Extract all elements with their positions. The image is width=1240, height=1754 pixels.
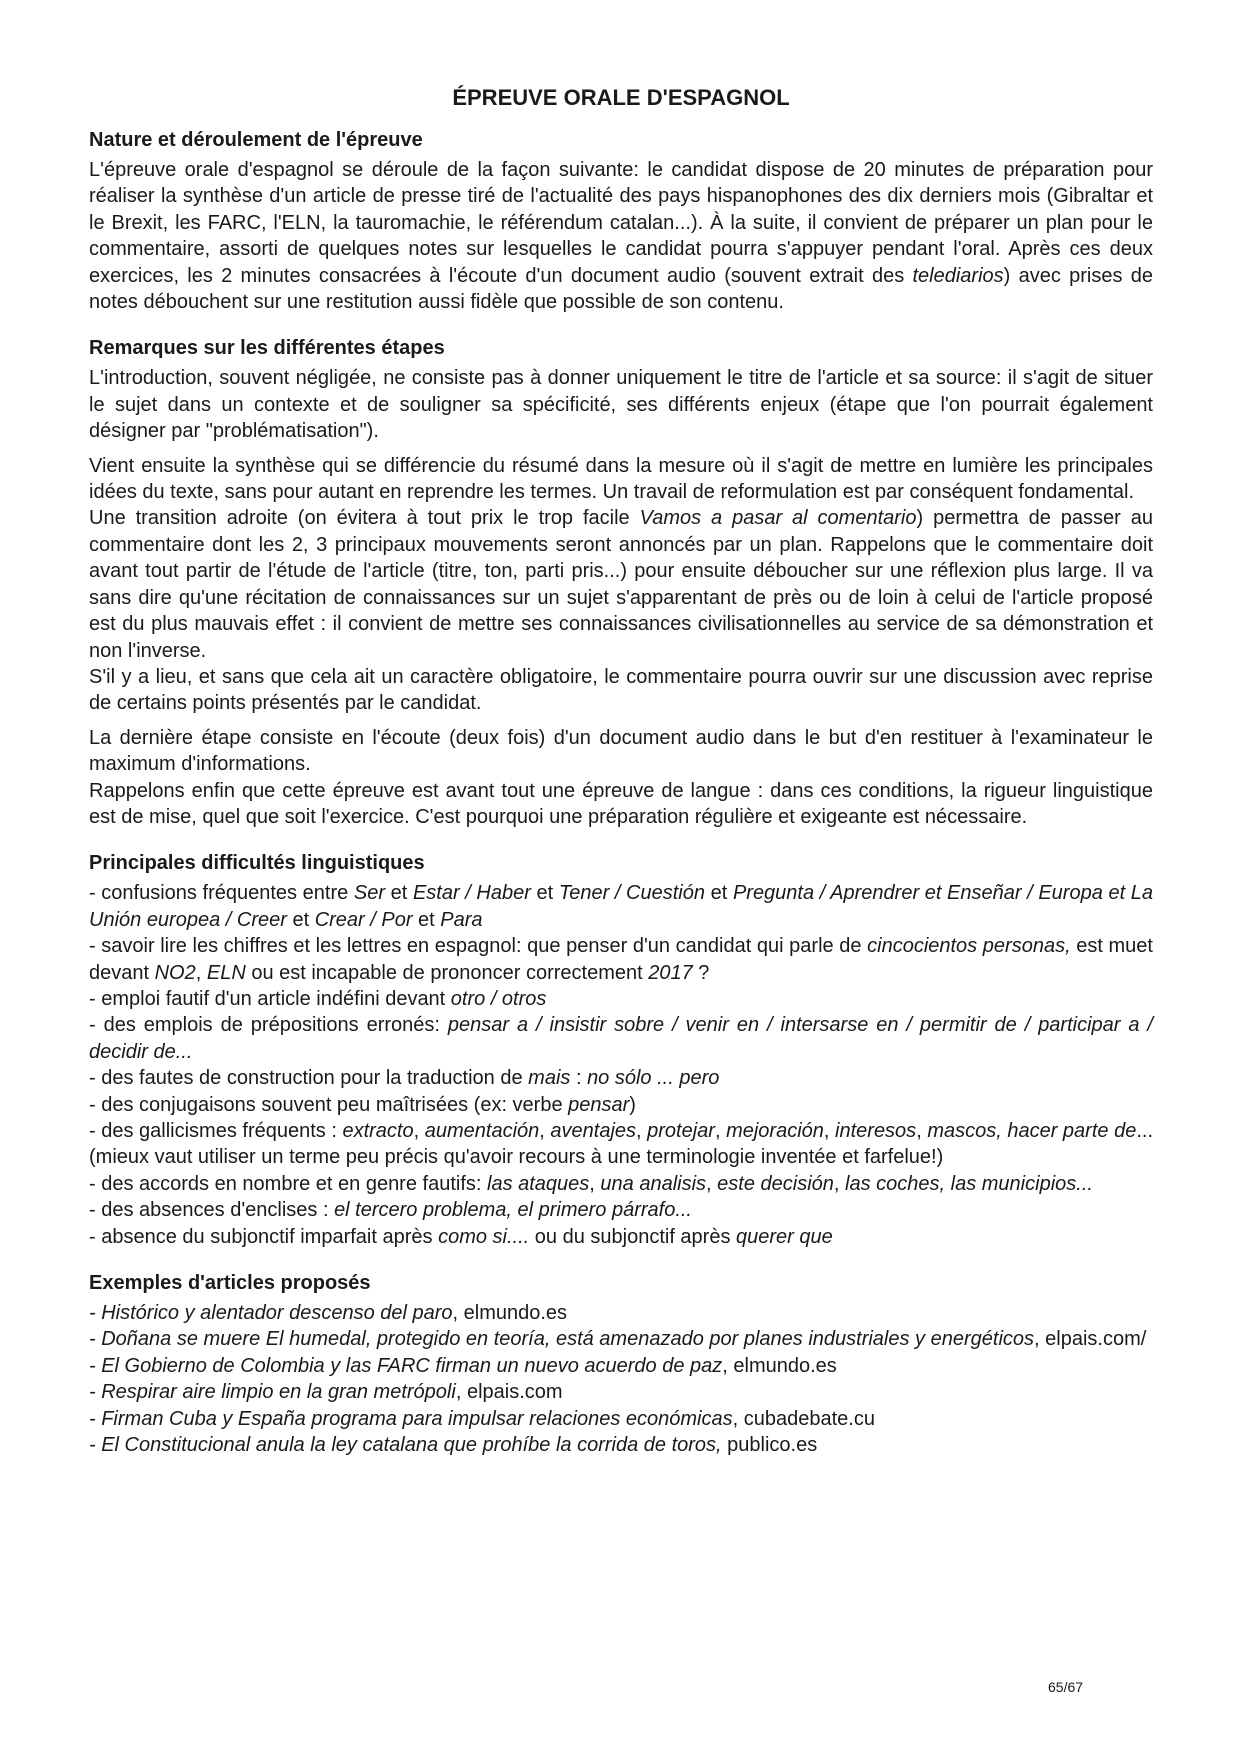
section-heading: Remarques sur les différentes étapes	[89, 337, 445, 360]
list-item: - des emplois de prépositions erronés: pensar a / insistir sobre / venir en / intersarse en / permitir de / participar a / decidir de...	[89, 1014, 1153, 1063]
document-title: ÉPREUVE ORALE D'ESPAGNOL	[452, 85, 790, 110]
list-item: - des absences d'enclises : el tercero problema, el primero párrafo...	[89, 1199, 692, 1222]
document-page	[89, 85, 1153, 1458]
paragraph: La dernière étape consiste en l'écoute (deux fois) d'un document audio dans le but d'en restituer à l'examinateur le maximum d'informations.	[89, 726, 1153, 776]
article-item: - Doñana se muere El humedal, protegido en teoría, está amenazado por planes industriales y energéticos, elpais.com/	[89, 1328, 1147, 1351]
article-item: - Firman Cuba y España programa para impulsar relaciones económicas, cubadebate.cu	[89, 1407, 875, 1430]
article-item: - El Gobierno de Colombia y las FARC firman un nuevo acuerdo de paz, elmundo.es	[89, 1354, 837, 1377]
paragraph: S'il y a lieu, et sans que cela ait un caractère obligatoire, le commentaire pourra ouvrir sur une discussion avec reprise de certains points présentés par le candidat.	[89, 665, 1153, 715]
list-item: - des gallicismes fréquents : extracto, aumentación, aventajes, protejar, mejoración, interesos, mascos, hacer parte de... (mieux vaut utiliser un terme peu précis qu'avoir recours à une terminologie inventée et farfelue!)	[89, 1120, 1153, 1169]
section-exemples	[89, 1270, 1153, 1458]
section-heading: Nature et déroulement de l'épreuve	[89, 129, 423, 151]
list-item: - des conjugaisons souvent peu maîtrisées (ex: verbe pensar)	[89, 1093, 636, 1116]
paragraph: Une transition adroite (on évitera à tout prix le trop facile Vamos a pasar al comentario) permettra de passer au commentaire dont les 2, 3 principaux mouvements seront annoncés par un plan. Rappelons que le commentaire doit avant tout partir de l'étude de l'article (titre, ton, parti pris...) pour ensuite déboucher sur une réflexion plus large. Il va sans dire qu'une récitation de connaissances sur un sujet s'apparentant de près ou de loin à celui de l'article proposé est du plus mauvais effet : il convient de mettre ses connaissances civilisationnelles au service de sa démonstration et non l'inverse.	[89, 507, 1153, 662]
paragraph: Vient ensuite la synthèse qui se différencie du résumé dans la mesure où il s'agit de mettre en lumière les principales idées du texte, sans pour autant en reprendre les termes. Un travail de reformulation est par conséquent fondamental.	[89, 454, 1153, 504]
article-item: - El Constitucional anula la ley catalana que prohíbe la corrida de toros, publico.es	[89, 1434, 818, 1457]
section-difficultes	[89, 850, 1153, 1250]
section-nature	[89, 127, 1153, 315]
list-item: - des accords en nombre et en genre fautifs: las ataques, una analisis, este decisión, las coches, las municipios...	[89, 1172, 1093, 1195]
article-item: - Respirar aire limpio en la gran metrópoli, elpais.com	[89, 1381, 563, 1404]
section-remarques	[89, 335, 1153, 830]
page-number: 65/67	[1048, 1679, 1084, 1695]
paragraph: L'introduction, souvent négligée, ne consiste pas à donner uniquement le titre de l'article et sa source: il s'agit de situer le sujet dans un contexte et de souligner sa spécificité, ses différents enjeux (étape que l'on pourrait également désigner par "problématisation").	[89, 367, 1153, 443]
list-item: - des fautes de construction pour la traduction de mais : no sólo ... pero	[89, 1067, 720, 1090]
paragraph: Rappelons enfin que cette épreuve est avant tout une épreuve de langue : dans ces conditions, la rigueur linguistique est de mise, quel que soit l'exercice. C'est pourquoi une préparation régulière et exigeante est nécessaire.	[89, 779, 1153, 828]
section-heading: Principales difficultés linguistiques	[89, 852, 425, 875]
list-item: - savoir lire les chiffres et les lettres en espagnol: que penser d'un candidat qui parle de cincocientos personas, est muet devant NO2, ELN ou est incapable de prononcer correctement 2017 ?	[89, 935, 1153, 984]
list-item: - emploi fautif d'un article indéfini devant otro / otros	[89, 987, 547, 1010]
paragraph: L'épreuve orale d'espagnol se déroule de la façon suivante: le candidat dispose de 20 minutes de préparation pour réaliser la synthèse d'un article de presse tiré de l'actualité des pays hispanophones des dix derniers mois (Gibraltar et le Brexit, les FARC, l'ELN, la tauromachie, le référendum catalan...). À la suite, il convient de préparer un plan pour le commentaire, assorti de quelques notes sur lesquelles le candidat pourra s'appuyer pendant l'oral. Après ces deux exercices, les 2 minutes consacrées à l'écoute d'un document audio (souvent extrait des telediarios) avec prises de notes débouchent sur une restitution aussi fidèle que possible de son contenu.	[89, 159, 1153, 314]
section-heading: Exemples d'articles proposés	[89, 1272, 371, 1295]
article-item: - Histórico y alentador descenso del paro, elmundo.es	[89, 1302, 568, 1325]
list-item: - absence du subjonctif imparfait après como si.... ou du subjonctif après querer que	[89, 1225, 833, 1248]
list-item: - confusions fréquentes entre Ser et Estar / Haber et Tener / Cuestión et Pregunta / Aprendrer et Enseñar / Europa et La Unión europea / Creer et Crear / Por et Para	[89, 882, 1154, 931]
